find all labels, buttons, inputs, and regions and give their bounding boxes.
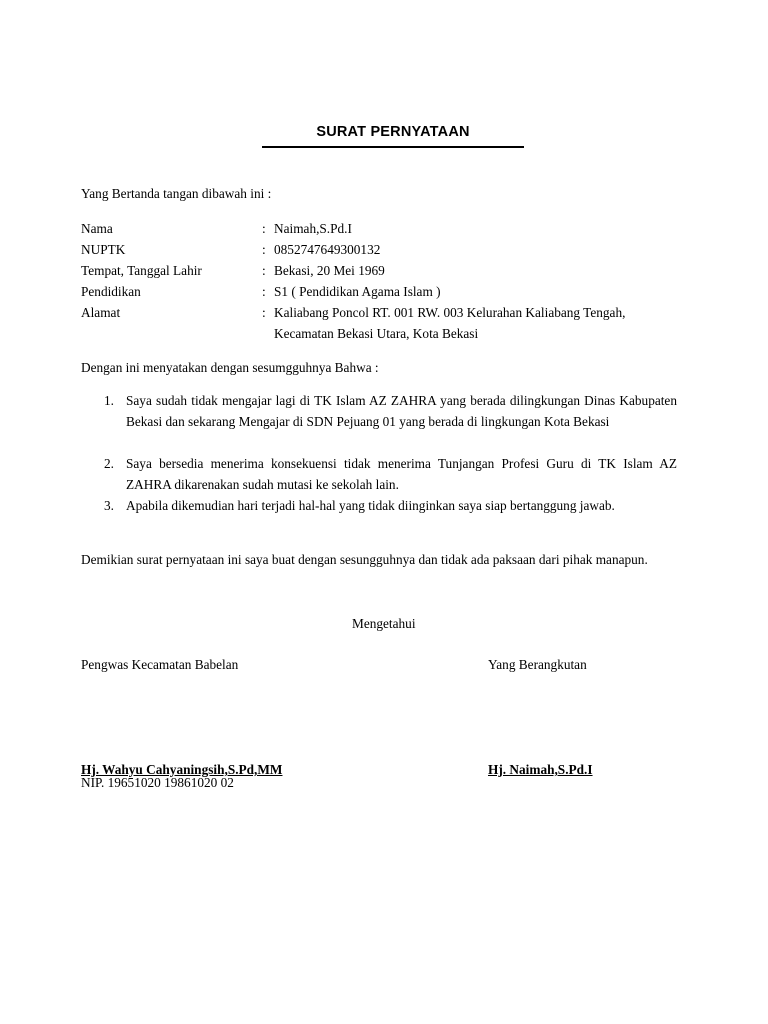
left-signatory-name: Hj. Wahyu Cahyaningsih,S.Pd,MM [81,762,283,777]
statement-item: Saya sudah tidak mengajar lagi di TK Islam AZ ZAHRA yang berada dilingkungan Dinas Kabupaten Bekasi dan sekarang Mengajar di SDN Pejuang 01 yang berada di lingkungan Kota Bekasi [126,393,677,429]
field-colon: : [262,305,266,320]
field-value-pendidikan: S1 ( Pendidikan Agama Islam ) [274,284,441,299]
document-title: SURAT PERNYATAAN [316,124,470,140]
field-value-alamat-line2: Kecamatan Bekasi Utara, Kota Bekasi [274,326,479,341]
field-value-nuptk: 0852747649300132 [274,242,381,257]
field-colon: : [262,221,266,236]
left-signatory-nip: NIP. 19651020 19861020 02 [81,775,234,790]
list-number: 1. [104,393,114,408]
right-signatory-role: Yang Berangkutan [488,657,587,672]
field-value-ttl: Bekasi, 20 Mei 1969 [274,263,385,278]
field-label-ttl: Tempat, Tanggal Lahir [81,263,202,278]
field-colon: : [262,263,266,278]
field-label-alamat: Alamat [81,305,121,320]
list-number: 2. [104,456,114,471]
left-signatory-role: Pengwas Kecamatan Babelan [81,657,239,672]
right-signatory-name: Hj. Naimah,S.Pd.I [488,762,593,777]
acknowledged-label: Mengetahui [352,616,416,631]
statement-item: Apabila dikemudian hari terjadi hal-hal yang tidak diinginkan saya siap bertanggung jawab. [126,498,615,513]
field-label-nuptk: NUPTK [81,242,126,257]
statement-intro: Dengan ini menyatakan dengan sesumgguhnya Bahwa : [81,360,379,375]
statement-item: Saya bersedia menerima konsekuensi tidak menerima Tunjangan Profesi Guru di TK Islam AZ ZAHRA dikarenakan sudah mutasi ke sekolah lain. [126,456,677,492]
intro-text: Yang Bertanda tangan dibawah ini : [81,186,272,201]
field-value-alamat: Kaliabang Poncol RT. 001 RW. 003 Kelurahan Kaliabang Tengah, [274,305,626,320]
field-label-pendidikan: Pendidikan [81,284,141,299]
field-value-nama: Naimah,S.Pd.I [274,221,352,236]
closing-paragraph: Demikian surat pernyataan ini saya buat dengan sesungguhnya dan tidak ada paksaan dari pihak manapun. [81,552,648,567]
field-colon: : [262,242,266,257]
field-label-nama: Nama [81,221,113,236]
title-underline [262,146,524,148]
list-number: 3. [104,498,114,513]
field-colon: : [262,284,266,299]
